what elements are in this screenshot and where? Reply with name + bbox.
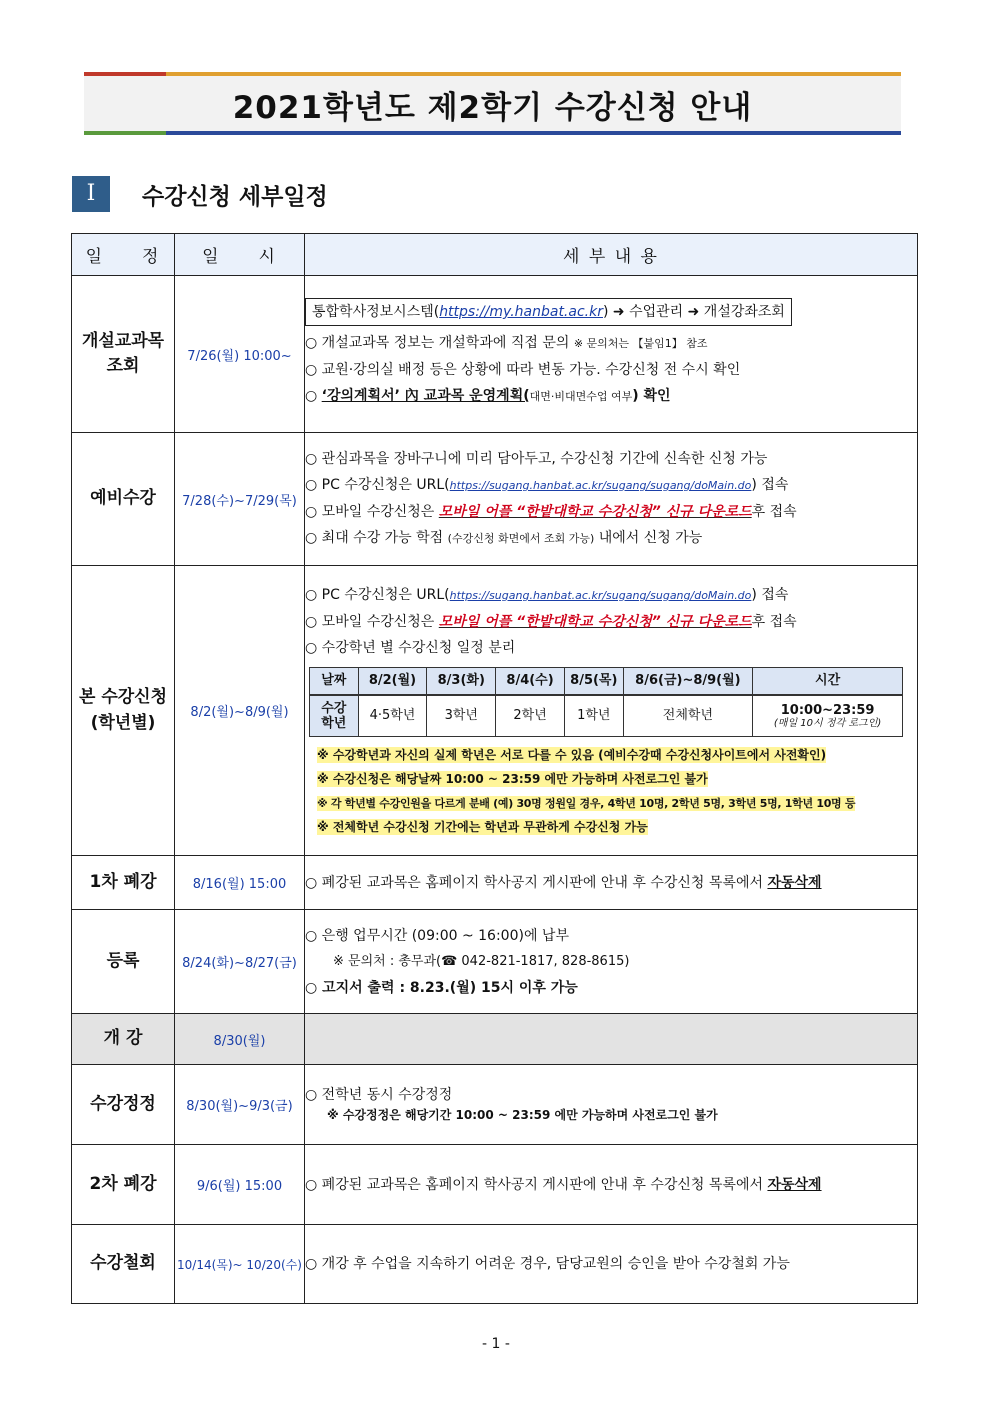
header-details: 세 부 내 용 <box>305 234 918 276</box>
section-number: Ⅰ <box>72 176 110 212</box>
table-row <box>72 566 918 856</box>
table-row <box>72 1145 918 1225</box>
row-label: 등록 <box>72 910 175 1014</box>
schedule-table <box>71 233 918 1304</box>
note: ※ 수강학년과 자신의 실제 학년은 서로 다를 수 있음 (예비수강때 수강신청사이트에서 사전확인) <box>317 748 827 762</box>
row-details: ○ 관심과목을 장바구니에 미리 담아두고, 수강신청 기간에 신속한 신청 가능 ○ PC 수강신청은 URL(https://sugang.hanbat.ac.kr/sugang/sugang/doMain.do) 접속 ○ 모바일 수강신청은 모바일 어플 “한밭대학교 수강신청” 신규 다운로드후 접속 ○ 최대 수강 가능 학점 (수강신청 화면에서 조회 가능) 내에서 신청 가능 <box>305 433 918 566</box>
grade-schedule-table: 날짜 8/2(월) 8/3(화) 8/4(수) 8/5(목) 8/6(금)~8/9(월) 시간 수강학년 4·5학년 3학년 2학년 1학년 전체학년 10:00~23:59 (매일 10시 정각 로그인) <box>309 667 903 737</box>
row-label: 예비수강 <box>72 433 175 566</box>
row-date: 7/28(수)~7/29(목) <box>175 433 305 566</box>
header-datetime: 일 시 <box>175 234 305 276</box>
row-label: 수강철회 <box>72 1225 175 1304</box>
row-details: ○ 개강 후 수업을 지속하기 어려운 경우, 담당교원의 승인을 받아 수강철회 가능 <box>305 1225 918 1304</box>
row-label: 개 강 <box>72 1014 175 1065</box>
table-row <box>72 1014 918 1065</box>
page-title: 2021학년도 제2학기 수강신청 안내 <box>232 90 753 126</box>
title-banner <box>84 72 901 135</box>
row-date: 8/16(월) 15:00 <box>175 856 305 910</box>
row-label: 2차 폐강 <box>72 1145 175 1225</box>
row-label: 1차 폐강 <box>72 856 175 910</box>
row-date: 10/14(목)~ 10/20(수) <box>175 1225 305 1304</box>
page-number: - 1 - <box>482 1336 510 1352</box>
row-date: 8/24(화)~8/27(금) <box>175 910 305 1014</box>
table-row <box>72 1065 918 1145</box>
menu-path: 통합학사정보시스템(https://my.hanbat.ac.kr) ➜ 수업관리 ➜ 개설강좌조회 <box>305 298 792 326</box>
header-schedule: 일 정 <box>72 234 175 276</box>
row-details: ○ 은행 업무시간 (09:00 ~ 16:00)에 납부 ※ 문의처 : 총무과(☎ 042-821-1817, 828-8615) ○ 고지서 출력 : 8.23.(월) 15시 이후 가능 <box>305 910 918 1014</box>
row-date: 7/26(월) 10:00~ <box>175 276 305 433</box>
row-date: 8/30(월) <box>175 1014 305 1065</box>
row-details: ○ PC 수강신청은 URL(https://sugang.hanbat.ac.kr/sugang/sugang/doMain.do) 접속 ○ 모바일 수강신청은 모바일 어플 “한밭대학교 수강신청” 신규 다운로드후 접속 ○ 수강학년 별 수강신청 일정 분리 날짜 8/2(월) 8/3(화) 8/4(수) 8/5(목) 8/6(금)~8/9(월) 시간 수강학년 4·5학년 3학년 2학년 1학년 전체학년 10:00~23:59 (매일 10시 정각 로그인) ※ 수강학년과 자신의 실제 학년은 서로 다를 수 있음 (예비수강때 수강신청사이트에서 사전확인) ※ 수강신청은 해당날짜 10:00 ~ 23:59 에만 가능하며 사전로그인 불가 ※ 각 학년별 수강인원을 다르게 분배 (예) 30명 정원일 경우, 4학년 10명, 2학년 5명, 3학년 5명, 1학년 10명 등 ※ 전체학년 수강신청 기간에는 학년과 무관하게 수강신청 가능 <box>305 566 918 856</box>
row-details <box>305 1014 918 1065</box>
table-header-row <box>72 234 918 276</box>
table-row <box>72 276 918 433</box>
row-label: 본 수강신청 (학년별) <box>72 566 175 856</box>
row-label: 개설교과목 조회 <box>72 276 175 433</box>
row-details: ○ 폐강된 교과목은 홈페이지 학사공지 게시판에 안내 후 수강신청 목록에서 자동삭제 <box>305 1145 918 1225</box>
row-date: 8/30(월)~9/3(금) <box>175 1065 305 1145</box>
note: ※ 전체학년 수강신청 기간에는 학년과 무관하게 수강신청 가능 <box>317 820 648 834</box>
section-title: 수강신청 세부일정 <box>142 184 328 210</box>
row-date: 9/6(월) 15:00 <box>175 1145 305 1225</box>
row-details: ○ 폐강된 교과목은 홈페이지 학사공지 게시판에 안내 후 수강신청 목록에서 자동삭제 <box>305 856 918 910</box>
row-date: 8/2(월)~8/9(월) <box>175 566 305 856</box>
sugang-url-link[interactable]: https://sugang.hanbat.ac.kr/sugang/sugang/doMain.do <box>449 589 752 602</box>
title-bottom-bar <box>84 131 901 135</box>
hanbat-portal-link[interactable]: https://my.hanbat.ac.kr <box>439 304 603 320</box>
note: ※ 수강신청은 해당날짜 10:00 ~ 23:59 에만 가능하며 사전로그인 불가 <box>317 772 708 786</box>
sugang-url-link[interactable]: https://sugang.hanbat.ac.kr/sugang/sugang/doMain.do <box>449 479 752 492</box>
row-details: 통합학사정보시스템(https://my.hanbat.ac.kr) ➜ 수업관리 ➜ 개설강좌조회 ○ 개설교과목 정보는 개설학과에 직접 문의 ※ 문의처는 【붙임1】 참조 ○ 교원·강의실 배정 등은 상황에 따라 변동 가능. 수강신청 전 수시 확인 ○ ‘강의계획서’ 內 교과목 운영계획(대면·비대면수업 여부) 확인 <box>305 276 918 433</box>
table-row <box>72 433 918 566</box>
table-row <box>72 910 918 1014</box>
row-details: ○ 전학년 동시 수강정정 ※ 수강정정은 해당기간 10:00 ~ 23:59 에만 가능하며 사전로그인 불가 <box>305 1065 918 1145</box>
row-label: 수강정정 <box>72 1065 175 1145</box>
table-row <box>72 856 918 910</box>
note: ※ 각 학년별 수강인원을 다르게 분배 (예) 30명 정원일 경우, 4학년 10명, 2학년 5명, 3학년 5명, 1학년 10명 등 <box>317 797 856 810</box>
table-row <box>72 1225 918 1304</box>
